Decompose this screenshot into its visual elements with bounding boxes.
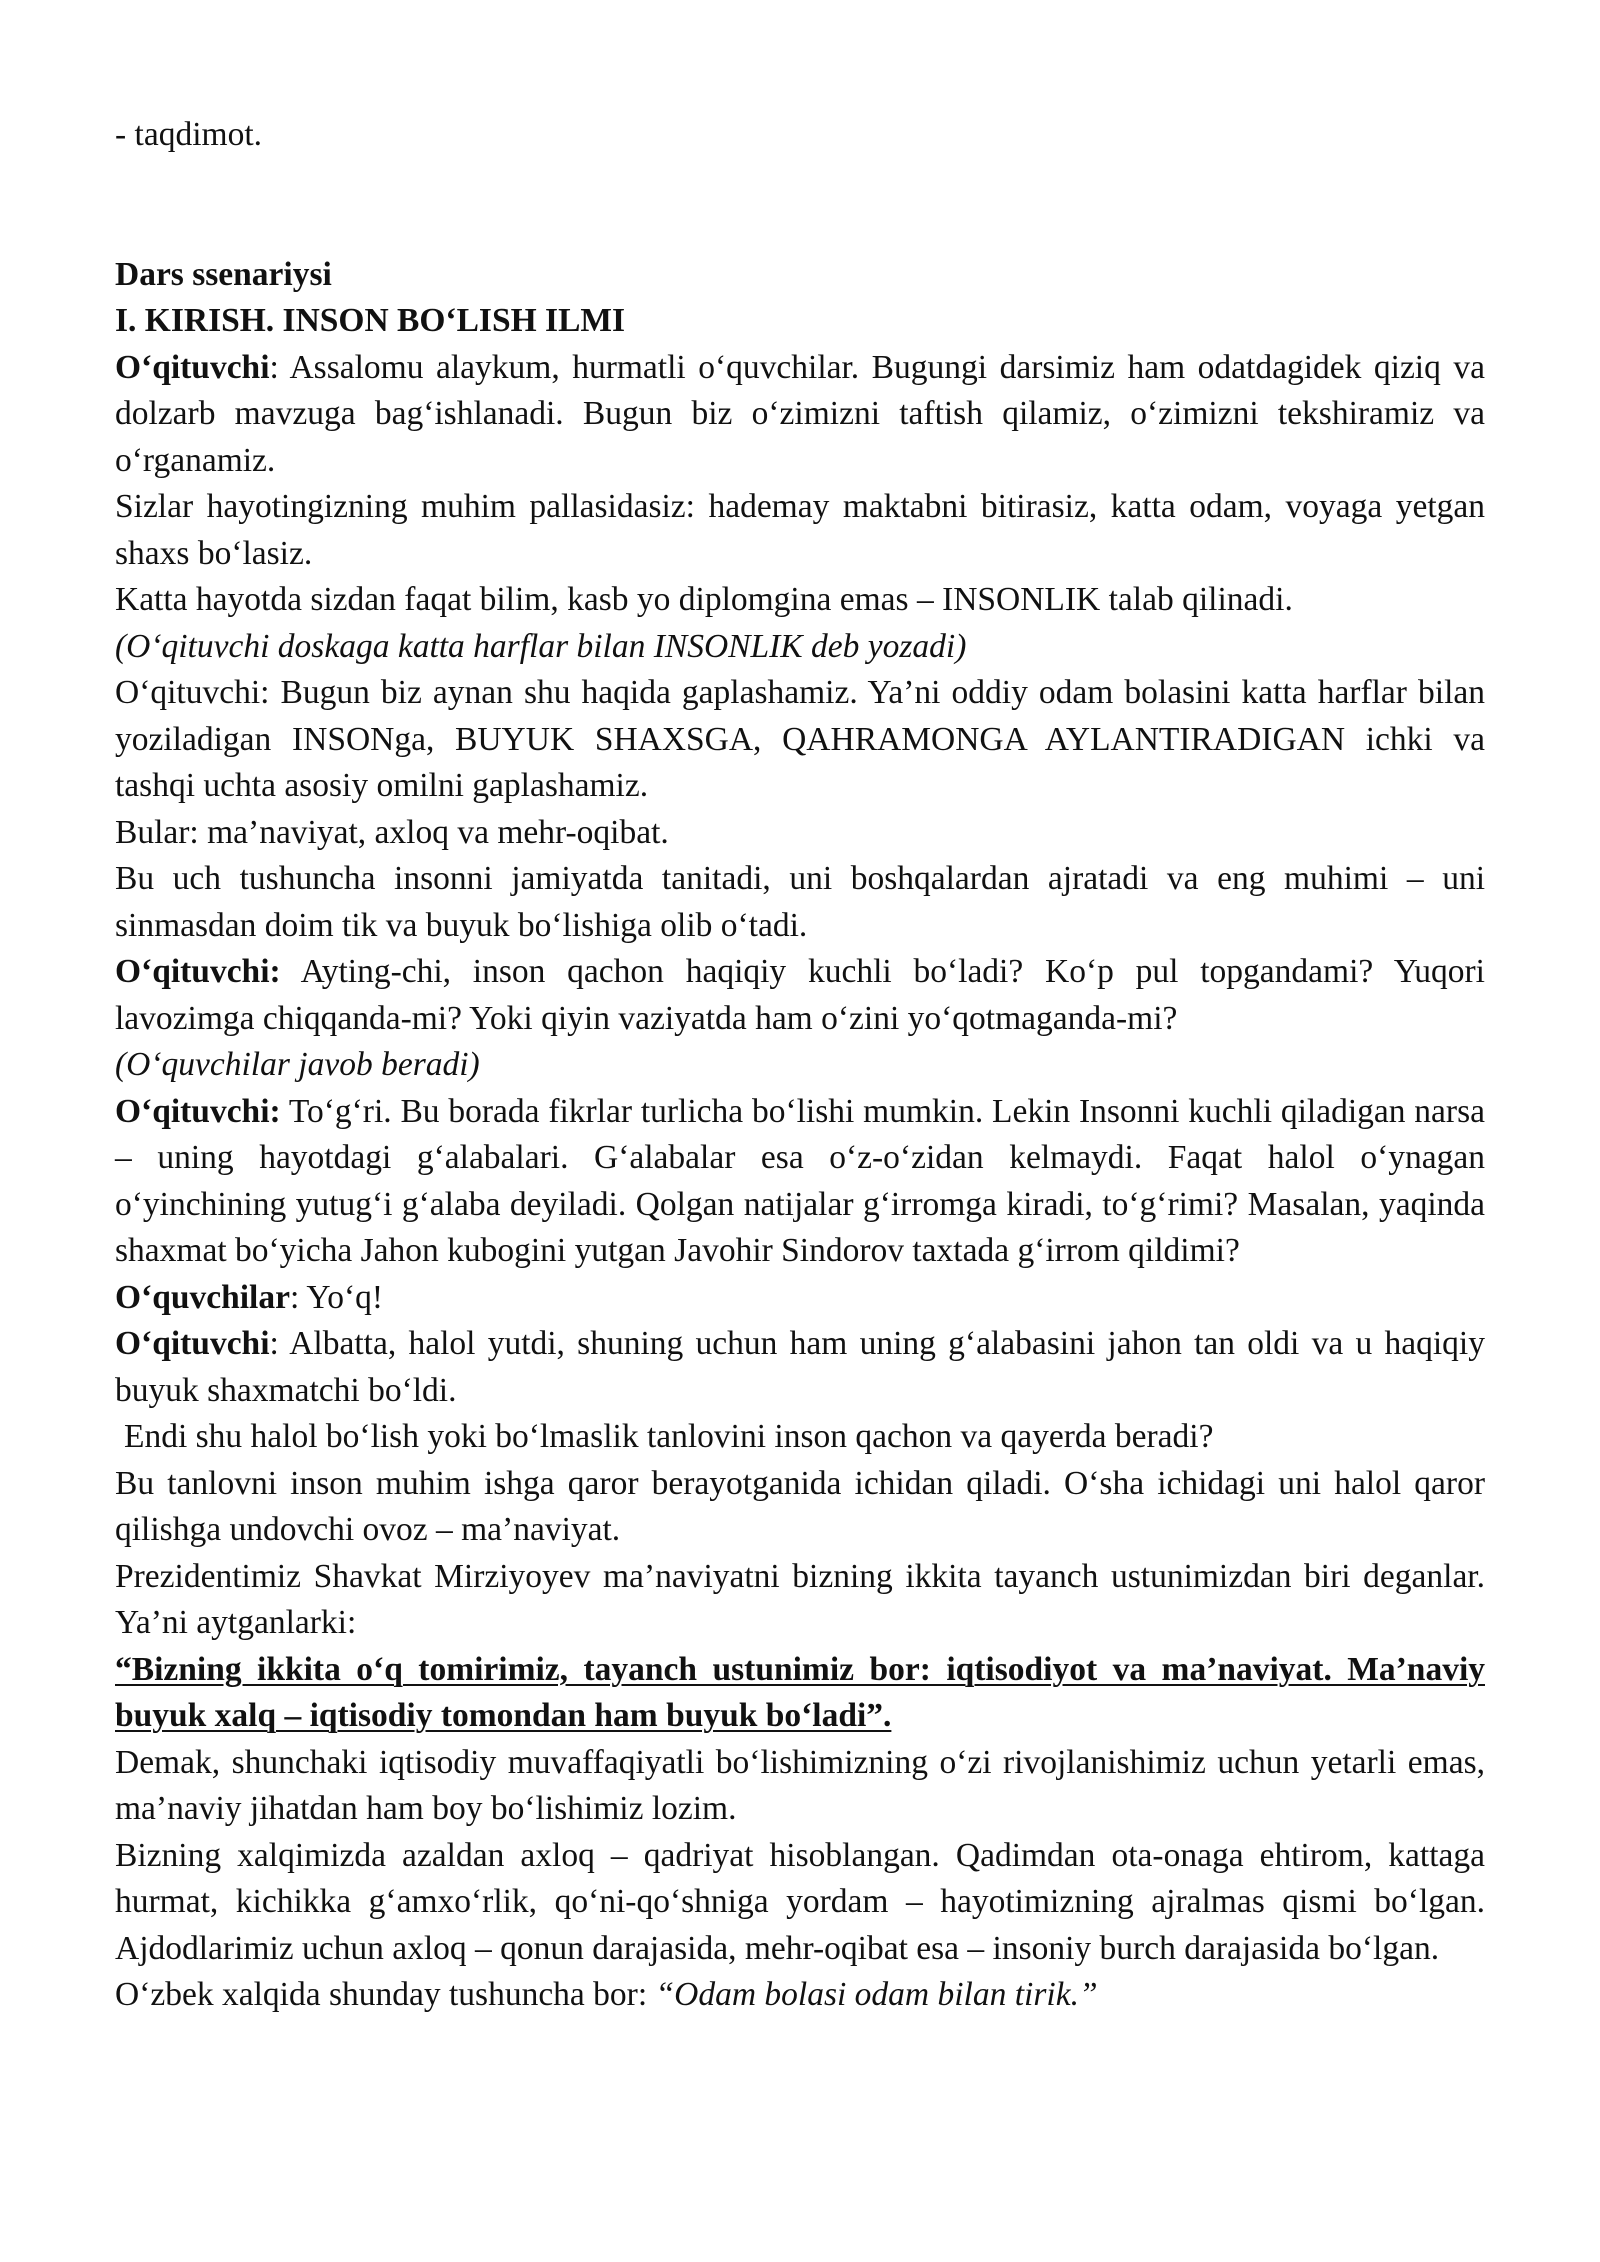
paragraph-11 (115, 1275, 1485, 1322)
paragraph-10 (115, 1089, 1485, 1275)
paragraph-5: O‘qituvchi: Bugun biz aynan shu haqida gaplashamiz. Ya’ni oddiy odam bolasini katta harflar bilan yoziladigan INSONga, BUYUK SHAXSGA, QAHRAMONGA AYLANTIRADIGAN ichki va tashqi uchta asosiy omilni gaplashamiz. (115, 674, 1485, 804)
paragraph-text: O‘zbek xalqida shunday tushuncha bor: (115, 1976, 656, 2013)
paragraph-text: : Albatta, halol yutdi, shuning uchun ham uning g‘alabasini jahon tan oldi va u haqiqiy buyuk shaxmatchi bo‘ldi. (115, 1325, 1485, 1409)
speaker-label: O‘qituvchi (115, 348, 270, 386)
president-quote: “Bizning ikkita o‘q tomirimiz, tayanch ustunimiz bor: iqtisodiyot va ma’naviyat. Ma’naviy buyuk xalq – iqtisodiy tomondan ham buyuk bo‘ladi”. (115, 1650, 1485, 1734)
stage-direction-2: (O‘quvchilar javob beradi) (115, 1046, 480, 1083)
paragraph-7: Bu uch tushuncha insonni jamiyatda tanitadi, uni boshqalardan ajratadi va eng muhimi – uni sinmasdan doim tik va buyuk bo‘lishiga olib o‘tadi. (115, 860, 1485, 944)
proverb-quote: “Odam bolasi odam bilan tirik.” (655, 1976, 1098, 2013)
paragraph-14: Bu tanlovni inson muhim ishga qaror berayotganida ichidan qiladi. O‘sha ichidagi uni halol qaror qilishga undovchi ovoz – ma’naviyat. (115, 1464, 1485, 1548)
paragraph-12 (115, 1321, 1485, 1414)
paragraph-text: Ayting-chi, inson qachon haqiqiy kuchli bo‘ladi? Ko‘p pul topgandami? Yuqori lavozimga chiqqanda-mi? Yoki qiyin vaziyatda ham o‘zini yo‘qotmaganda-mi? (115, 953, 1485, 1037)
paragraph-3: Katta hayotda sizdan faqat bilim, kasb yo diplomgina emas – INSONLIK talab qilinadi. (115, 581, 1293, 618)
speaker-label: O‘qituvchi (115, 1325, 270, 1362)
speaker-label: O‘qituvchi: (115, 953, 281, 990)
paragraph-6: Bular: ma’naviyat, axloq va mehr-oqibat. (115, 813, 669, 851)
paragraph-text: To‘g‘ri. Bu borada fikrlar turlicha bo‘lishi mumkin. Lekin Insonni kuchli qiladigan narsa – uning hayotdagi g‘alabalari. G‘alabalar esa o‘z-o‘zidan kelmaydi. Faqat halol o‘ynagan o‘yinchining yutug‘i g‘alaba deyiladi. Qolgan natijalar g‘irromga kiradi, to‘g‘rimi? Masalan, yaqinda shaxmat bo‘yicha Jahon kubogini yutgan Javohir Sindorov taxtada g‘irrom qildimi? (115, 1092, 1485, 1269)
paragraph-text: : Yo‘q! (289, 1278, 384, 1316)
lesson-heading: Dars ssenariysi (115, 255, 332, 293)
speaker-label: O‘quvchilar (115, 1278, 290, 1316)
paragraph-text: : Assalomu alaykum, hurmatli o‘quvchilar. Bugungi darsimiz ham odatdagidek qiziq va dolzarb mavzuga bag‘ishlanadi. Bugun biz o‘zimizni taftish qilamiz, o‘zimizni tekshiramiz va o‘rganamiz. (115, 348, 1485, 479)
speaker-label: O‘qituvchi: (115, 1092, 281, 1130)
section-title: I. KIRISH. INSON BO‘LISH ILMI (115, 302, 626, 339)
paragraph-19 (115, 1972, 1485, 2019)
paragraph-13: Endi shu halol bo‘lish yoki bo‘lmaslik tanlovini inson qachon va qayerda beradi? (124, 1418, 1214, 1455)
paragraph-18: Bizning xalqimizda azaldan axloq – qadriyat hisoblangan. Qadimdan ota-onaga ehtirom, kattaga hurmat, kichikka g‘amxo‘rlik, qo‘ni-qo‘shniga yordam – hayotimizning ajralmas qismi bo‘lgan. Ajdodlarimiz uchun axloq – qonun darajasida, mehr-oqibat esa – insoniy burch darajasida bo‘lgan. (115, 1836, 1485, 1967)
paragraph-2: Sizlar hayotingizning muhim pallasidasiz: hademay maktabni bitirasiz, katta odam, voyaga yetgan shaxs bo‘lasiz. (115, 488, 1485, 572)
paragraph-15: Prezidentimiz Shavkat Mirziyoyev ma’naviyatni bizning ikkita tayanch ustunimizdan biri deganlar. Ya’ni aytganlarki: (115, 1557, 1485, 1641)
document-page (115, 112, 1485, 2019)
paragraph-17: Demak, shunchaki iqtisodiy muvaffaqiyatli bo‘lishimizning o‘zi rivojlanishimiz uchun yetarli emas, ma’naviy jihatdan ham boy bo‘lishimiz lozim. (115, 1743, 1485, 1827)
stage-direction-1: (O‘qituvchi doskaga katta harflar bilan INSONLIK deb yozadi) (115, 627, 967, 665)
paragraph-1 (115, 345, 1485, 485)
intro-line: - taqdimot. (115, 116, 263, 153)
spacer (115, 159, 1485, 252)
paragraph-8 (115, 949, 1485, 1042)
